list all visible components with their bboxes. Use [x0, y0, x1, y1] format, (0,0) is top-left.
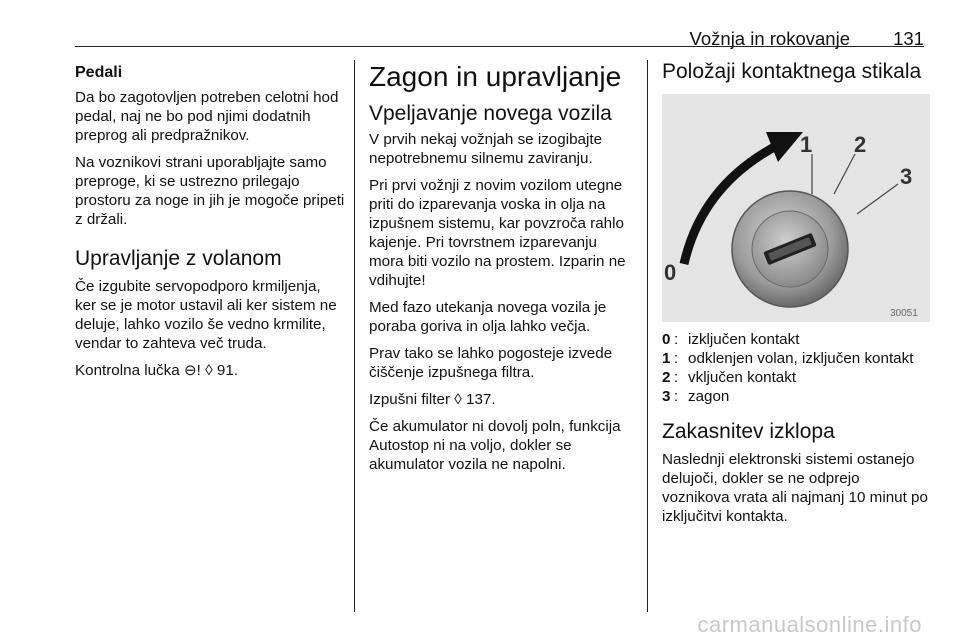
column-divider	[647, 60, 648, 612]
ignition-positions-heading: Položaji kontaktnega stikala	[662, 60, 922, 83]
legend-value: vključen kontakt	[688, 369, 797, 386]
ignition-switch-illustration	[662, 94, 930, 322]
paragraph: Če akumulator ni dovolj poln, funkcija Autostop ni na voljo, dokler se akumulator vozila ne napolni.	[369, 418, 621, 473]
header-title: Vožnja in rokovanje	[689, 28, 850, 49]
ignition-switch-figure	[662, 94, 930, 322]
subsection-title: Vpeljavanje novega vozila	[369, 102, 612, 125]
column-divider	[354, 60, 355, 612]
paragraph: Prav tako se lahko pogosteje izvede čiščenje izpušnega filtra.	[369, 345, 613, 381]
legend-colon: :	[674, 350, 679, 367]
text: Izpušni filter	[369, 391, 451, 408]
legend-colon: :	[674, 369, 679, 386]
text: Kontrolna lučka	[75, 362, 180, 379]
column-right	[662, 60, 930, 534]
legend-row	[662, 368, 930, 387]
paragraph: V prvih nekaj vožnjah se izogibajte nepotrebnemu silnemu zaviranju.	[369, 131, 603, 167]
legend-key: 0	[662, 331, 671, 348]
legend-row	[662, 330, 930, 349]
paragraph: Če izgubite servopodporo krmiljenja, ker se je motor ustavil ali ker sistem ne deluje, lahko vozilo še vedno krmilite, vendar to zahteva več truda.	[75, 278, 337, 352]
watermark: carmanualsonline.info	[697, 612, 922, 637]
position-label-0: 0	[664, 260, 677, 285]
volan-heading: Upravljanje z volanom	[75, 247, 282, 270]
steering-warning-icon: ⊖!	[183, 362, 201, 379]
figure-code: 30051	[890, 308, 918, 319]
position-label-1: 1	[800, 132, 813, 157]
legend-value: zagon	[688, 388, 730, 405]
position-label-3: 3	[900, 164, 913, 189]
section-title: Zagon in upravljanje	[369, 61, 622, 92]
paragraph: Na voznikovi strani uporabljajte samo preproge, ki se ustrezno prilegajo prostoru za noge in jih je mogoče pripeti z držali.	[75, 154, 345, 228]
pedali-heading: Pedali	[75, 64, 123, 81]
legend-row	[662, 349, 930, 368]
page-number: 131	[893, 28, 924, 49]
page-reference[interactable]: 137.	[466, 391, 496, 408]
legend-key: 2	[662, 369, 671, 386]
legend-row	[662, 387, 930, 406]
paragraph: Pri prvi vožnji z novim vozilom utegne priti do izparevanja voska in olja na izpušnem sistemu, kar povzroča rahlo kajenje. Pri tovrstnem izparevanju mora biti vozilo na prostem. Izparin ne vdihujte!	[369, 177, 626, 289]
position-legend	[662, 330, 930, 406]
header-rule	[75, 46, 924, 47]
delay-heading: Zakasnitev izklopa	[662, 420, 835, 443]
paragraph: Da bo zagotovljen potreben celotni hod pedal, naj ne bo pod njimi dodatnih preprog ali predpražnikov.	[75, 89, 339, 144]
page-header	[0, 22, 960, 49]
page-reference[interactable]: 91.	[216, 362, 238, 379]
legend-colon: :	[674, 331, 679, 348]
legend-value: izključen kontakt	[688, 331, 800, 348]
column-left	[75, 60, 345, 388]
legend-value: odklenjen volan, izključen kontakt	[688, 350, 914, 367]
legend-key: 3	[662, 388, 671, 405]
legend-colon: :	[674, 388, 679, 405]
reference-arrow-icon: ◊	[205, 362, 213, 379]
position-label-2: 2	[854, 132, 867, 157]
paragraph-with-reference	[369, 390, 634, 409]
paragraph: Med fazo utekanja novega vozila je poraba goriva in olja lahko večja.	[369, 299, 607, 335]
reference-arrow-icon: ◊	[454, 391, 462, 408]
paragraph: Naslednji elektronski sistemi ostanejo delujoči, dokler se ne odprejo voznikova vrata ali najmanj 10 minut po izključitvi kontakta.	[662, 451, 928, 525]
column-middle	[369, 60, 634, 482]
paragraph-with-reference	[75, 361, 345, 380]
legend-key: 1	[662, 350, 671, 367]
